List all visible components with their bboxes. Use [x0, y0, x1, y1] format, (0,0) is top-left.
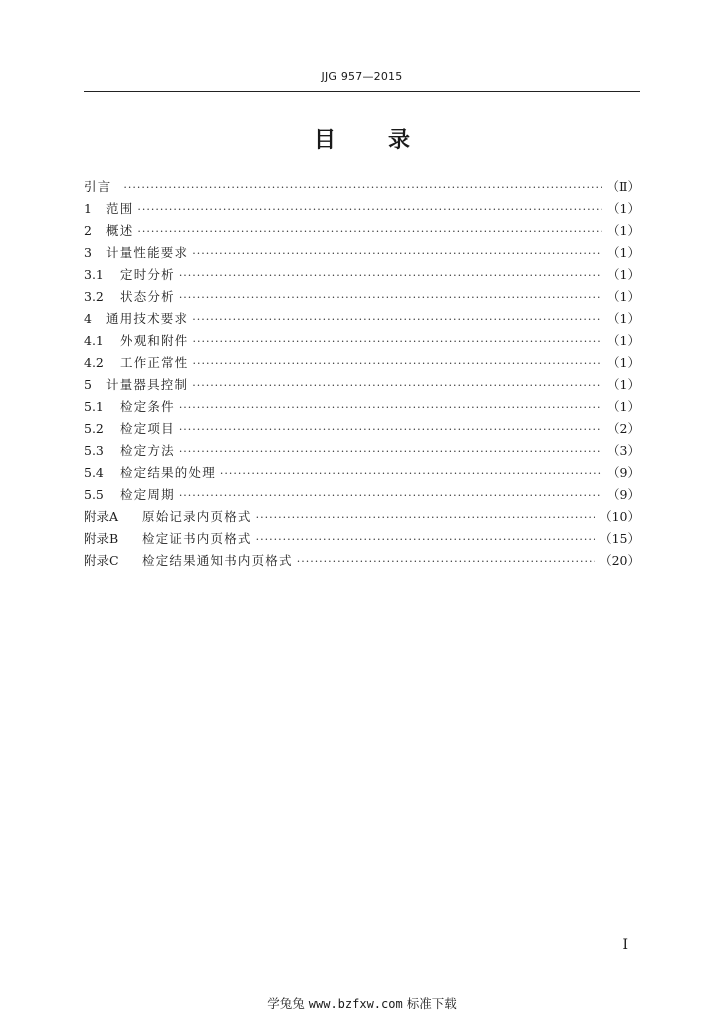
- toc-entry[interactable]: [84, 528, 640, 550]
- footer-tagline: 标准下载: [406, 996, 457, 1011]
- toc-dot-leader: [256, 529, 595, 551]
- toc-entry-label: 原始记录内页格式: [142, 509, 252, 524]
- toc-entry-label: 检定周期: [120, 487, 175, 502]
- toc-entry[interactable]: [84, 176, 640, 198]
- toc-entry-number: 2: [84, 223, 92, 238]
- toc-entry-number: 1: [84, 201, 92, 216]
- toc-entry-label: 检定结果通知书内页格式: [142, 553, 293, 568]
- toc-entry[interactable]: [84, 440, 640, 462]
- toc-entry-label: 检定证书内页格式: [142, 531, 252, 546]
- toc-entry-label: 范围: [106, 201, 134, 216]
- toc-entry[interactable]: [84, 264, 640, 286]
- toc-entry-label: 检定方法: [120, 443, 175, 458]
- toc-entry-number: 附录B: [84, 531, 119, 546]
- toc-entry[interactable]: [84, 330, 640, 352]
- toc-entry-number: 5.5: [84, 487, 104, 502]
- toc-entry-label: 概述: [106, 223, 134, 238]
- toc-entry[interactable]: [84, 484, 640, 506]
- toc-entry-label: 检定结果的处理: [120, 465, 216, 480]
- toc-entry-label: 检定项目: [120, 421, 175, 436]
- toc-entry-number: 5.4: [84, 465, 104, 480]
- toc-entry-label: 引言: [84, 179, 112, 194]
- toc-entry-label: 通用技术要求: [106, 311, 189, 326]
- toc-entry-label: 外观和附件: [120, 333, 189, 348]
- toc-entry-page: （15）: [599, 531, 640, 546]
- toc-dot-leader: [137, 199, 602, 221]
- toc-entry-number: 3.1: [84, 267, 104, 282]
- toc-entry[interactable]: [84, 396, 640, 418]
- toc-entry-number: 3: [84, 245, 92, 260]
- toc-dot-leader: [179, 441, 602, 463]
- toc-entry-page: （1）: [607, 245, 640, 260]
- toc-entry-number: 5: [84, 377, 92, 392]
- toc-entry-number: 附录C: [84, 553, 119, 568]
- toc-dot-leader: [179, 265, 602, 287]
- toc-entry[interactable]: [84, 308, 640, 330]
- toc-entry-page: （9）: [607, 487, 640, 502]
- toc-dot-leader: [179, 485, 602, 507]
- toc-entry-label: 定时分析: [120, 267, 175, 282]
- toc-entry-page: （1）: [607, 289, 640, 304]
- toc-entry[interactable]: [84, 198, 640, 220]
- toc-entry-page: （1）: [607, 377, 640, 392]
- toc-entry-number: 4: [84, 311, 92, 326]
- toc-title: [84, 123, 640, 154]
- toc-entry-page: （Ⅱ）: [606, 179, 640, 194]
- toc-entry[interactable]: [84, 286, 640, 308]
- footer: [0, 994, 724, 1012]
- toc-title-right: 录: [388, 128, 411, 153]
- toc-dot-leader: [297, 551, 595, 573]
- toc-entry-page: （20）: [599, 553, 640, 568]
- toc-entry[interactable]: [84, 462, 640, 484]
- toc-dot-leader: [179, 419, 602, 441]
- toc-entry-page: （1）: [607, 355, 640, 370]
- toc-dot-leader: [179, 397, 602, 419]
- toc-entry-page: （9）: [607, 465, 640, 480]
- footer-brand: 学兔兔: [267, 996, 305, 1011]
- toc-dot-leader: [137, 221, 602, 243]
- toc-entry-number: 4.1: [84, 333, 104, 348]
- toc-entry-number: 3.2: [84, 289, 104, 304]
- toc-entry-label: 工作正常性: [120, 355, 189, 370]
- toc-entry-label: 计量性能要求: [106, 245, 189, 260]
- toc-entry[interactable]: [84, 418, 640, 440]
- toc-entry-number: 5.3: [84, 443, 104, 458]
- toc-entry-label: 状态分析: [120, 289, 175, 304]
- toc-dot-leader: [179, 287, 602, 309]
- toc-entry-page: （2）: [607, 421, 640, 436]
- toc-entry-page: （1）: [607, 267, 640, 282]
- toc-dot-leader: [193, 353, 602, 375]
- toc-entry-label: 计量器具控制: [106, 377, 189, 392]
- toc-dot-leader: [192, 309, 602, 331]
- toc-dot-leader: [193, 331, 602, 353]
- toc-dot-leader: [123, 177, 602, 199]
- toc-title-left: 目: [313, 128, 336, 153]
- toc-entry-page: （1）: [607, 333, 640, 348]
- toc-entry-page: （1）: [607, 399, 640, 414]
- toc-entry-number: 附录A: [84, 509, 119, 524]
- toc-entry-page: （1）: [607, 311, 640, 326]
- toc-entry-page: （1）: [607, 201, 640, 216]
- toc-entry[interactable]: [84, 220, 640, 242]
- toc-entry-number: 5.2: [84, 421, 104, 436]
- toc-entry[interactable]: [84, 506, 640, 528]
- toc-entry[interactable]: [84, 550, 640, 572]
- toc-dot-leader: [256, 507, 595, 529]
- toc-entry-label: 检定条件: [120, 399, 175, 414]
- toc-dot-leader: [220, 463, 602, 485]
- page-number: I: [622, 937, 628, 953]
- table-of-contents: [84, 176, 640, 572]
- toc-entry[interactable]: [84, 242, 640, 264]
- toc-entry-page: （1）: [607, 223, 640, 238]
- footer-url[interactable]: www.bzfxw.com: [308, 997, 403, 1011]
- toc-dot-leader: [192, 243, 602, 265]
- toc-entry-page: （3）: [607, 443, 640, 458]
- header-rule: [84, 91, 640, 92]
- toc-entry-number: 4.2: [84, 355, 104, 370]
- document-code-header: JJG 957—2015: [321, 70, 403, 83]
- toc-dot-leader: [192, 375, 602, 397]
- toc-entry[interactable]: [84, 352, 640, 374]
- toc-entry-number: 5.1: [84, 399, 104, 414]
- toc-entry-page: （10）: [599, 509, 640, 524]
- toc-entry[interactable]: [84, 374, 640, 396]
